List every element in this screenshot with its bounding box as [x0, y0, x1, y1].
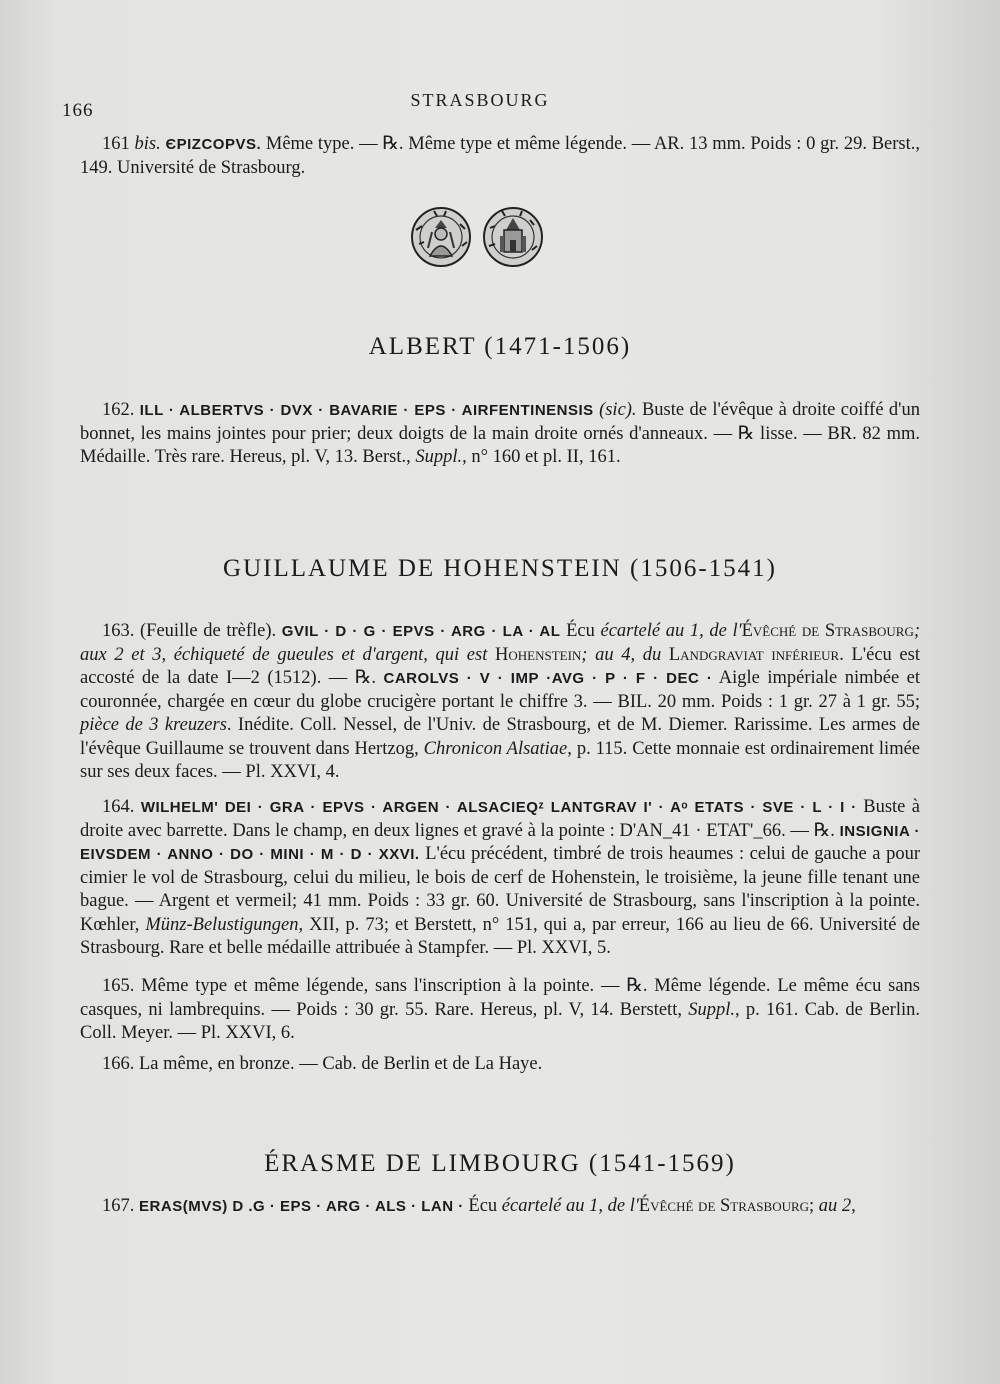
coin-legend: ЄPIZCOPVS.: [165, 136, 262, 153]
entry-number: 162.: [102, 400, 135, 420]
entry-text: Aigle impériale nimbée et couronnée, chargée en cœur du globe crucigère portant le chiffre 3. — BIL. 20 mm. Poids : 1 gr. 27 à 1 gr. 55;: [80, 668, 920, 712]
heraldry-name: Landgraviat inférieur: [661, 644, 840, 665]
entry-162: [80, 399, 920, 470]
heraldry-name: Évêché de Strasbourg: [741, 621, 914, 641]
entry-text: Même type et même légende, sans l'inscription à la pointe. — ℞. Même légende. Le même écu sans casques, ni lambrequins. — Poids : 30 gr. 55. Rare. Hereus, pl. V, 14. Berstett,: [80, 976, 920, 1020]
section-heading-guillaume: GUILLAUME DE HOHENSTEIN (1506-1541): [223, 555, 777, 582]
entry-text: , p. 115. Cette monnaie est ordinairement limée sur ses deux faces. — Pl. XXVI, 4.: [80, 738, 921, 782]
heraldry-text: au 2,: [818, 1196, 856, 1216]
coin-legend: ERAS(MVS) D .G · EPS · ARG · ALS · LAN ·: [134, 1198, 464, 1215]
heraldry-name: Hohenstein: [487, 644, 582, 665]
entry-text: Même type. — ℞. Même type et même légende. — AR. 13 mm. Poids : 0 gr. 29. Berst., 149. Université de Strasbourg.: [80, 134, 920, 178]
bishop-bust-coin-icon: [410, 206, 472, 268]
sic-note: (sic).: [599, 400, 637, 420]
page-number: 166: [62, 100, 94, 121]
coin-legend: GVIL · D · G · EPVS · ARG · LA · AL: [281, 623, 561, 640]
entry-text: La même, en bronze. — Cab. de Berlin et de La Haye.: [134, 1054, 543, 1074]
entry-number: 165.: [102, 976, 135, 996]
denomination-text: pièce de 3 kreuzers: [80, 715, 227, 735]
entry-number: 163.: [102, 621, 135, 641]
entry-text-end: , n° 160 et pl. II, 161.: [462, 447, 621, 467]
book-title: Chronicon Alsatiae: [423, 738, 568, 759]
entry-text: ;: [809, 1196, 819, 1216]
heraldry-name: Évêché de Strasbourg: [638, 1196, 810, 1216]
entry-text: . Inédite. Coll. Nessel, de l'Univ. de Strasbourg, et de M. Diemer. Rarissime. Les armes de l'évêque Guillaume se trouvent dans Hertzog,: [80, 715, 921, 759]
suppl-ref: Suppl.: [415, 447, 463, 467]
entry-text: Écu: [463, 1196, 502, 1216]
entry-text: Buste de l'évêque à droite coiffé d'un bonnet, les mains jointes pour prier; deux doigts de la main droite ornés d'anneaux. — ℞ lisse. — BR. 82 mm. Médaille. Très rare. Hereus, pl. V, 13. Berst.,: [80, 400, 920, 467]
running-title: STRASBOURG: [410, 90, 550, 110]
heraldry-text: ; aux 2 et 3, échiqueté de gueules et d'argent, qui est: [80, 621, 921, 665]
entry-164: [80, 796, 920, 961]
entry-166: [80, 1053, 920, 1077]
entry-number: 164.: [102, 797, 135, 817]
entry-text: . L'écu est accosté de la date I—2 (1512). — ℞.: [80, 644, 920, 688]
church-facade-coin-icon: [482, 206, 544, 268]
book-title: Münz-Belustigungen: [145, 914, 299, 935]
entry-text: Buste à droite avec barrette. Dans le champ, en deux lignes et gravé à la pointe : D'AN_41 · ETAT'_66. — ℞.: [80, 797, 921, 841]
entry-text: (Feuille de trèfle).: [134, 621, 282, 641]
section-heading-erasme: ÉRASME DE LIMBOURG (1541-1569): [264, 1150, 736, 1177]
entry-bis: bis.: [134, 134, 161, 154]
entry-number: 166.: [102, 1054, 135, 1074]
section-heading-albert: ALBERT (1471-1506): [368, 333, 632, 360]
entry-text: Écu: [560, 621, 601, 641]
entry-number: 167.: [102, 1196, 135, 1216]
coin-legend: ILL · ALBERTVS · DVX · BAVARIE · EPS · AIRFENTINENSIS: [139, 402, 594, 419]
entry-text: , p. 161. Cab. de Berlin. Coll. Meyer. — Pl. XXVI, 6.: [80, 999, 920, 1043]
entry-text: L'écu précédent, timbré de trois heaumes : celui de gauche a pour cimier le vol de Strasbourg, celui du milieu, le bois de cerf de Hohenstein, le troisième, la jeune fille tenant une bague. — Argent et vermeil; 41 mm. Poids : 33 gr. 60. Université de Strasbourg, sans l'inscription à la pointe. Kœhler,: [80, 844, 920, 935]
entry-165: [80, 975, 920, 1046]
heraldry-text: écartelé au 1, de l': [600, 621, 742, 641]
entry-167: [80, 1195, 920, 1219]
coin-legend: WILHELM' DEI · GRA · EPVS · ARGEN · ALSACIEQᶻ LANTGRAV I' · Aᵒ ETATS · SVE · L · I ·: [140, 799, 857, 816]
heraldry-text: écartelé au 1, de l': [501, 1196, 639, 1216]
suppl-ref: Suppl.: [688, 999, 736, 1020]
entry-text: , XII, p. 73; et Berstett, n° 151, qui a, par erreur, 166 au lieu de 66. Université de Strasbourg. Rare et belle médaille attribuée à Stampfer. — Pl. XXVI, 5.: [80, 914, 920, 958]
coin-legend: INSIGNIA · EIVSDEM · ANNO · DO · MINI · M · D · XXVI.: [80, 822, 920, 863]
entry-161bis: [80, 133, 920, 180]
coin-illustrations: [410, 206, 550, 266]
entry-number: 161: [102, 134, 130, 154]
entry-163: [80, 620, 920, 785]
coin-legend: CAROLVS · V · IMP ·AVG · P · F · DEC ·: [383, 670, 713, 687]
heraldry-text: ; au 4, du: [581, 644, 662, 665]
